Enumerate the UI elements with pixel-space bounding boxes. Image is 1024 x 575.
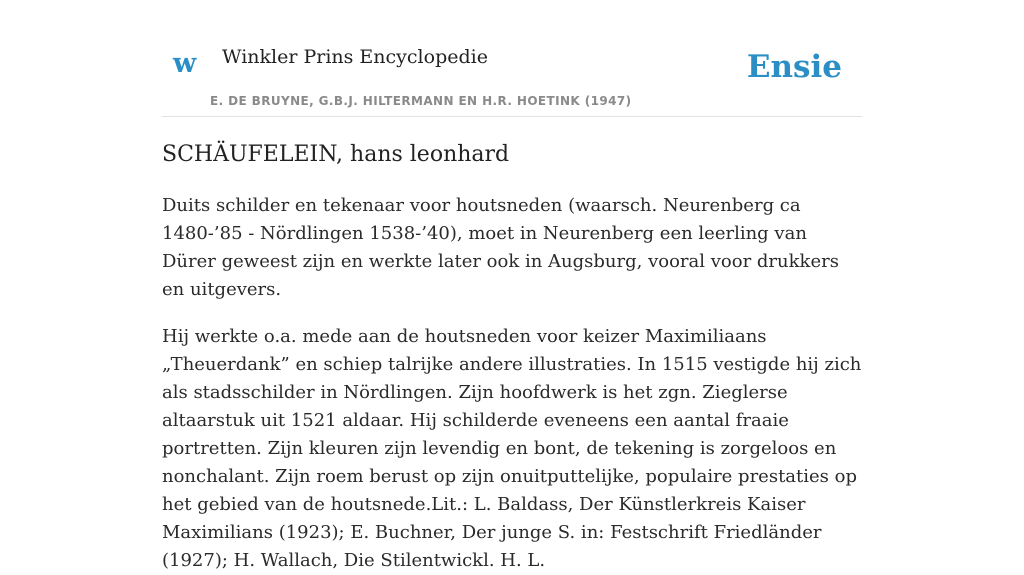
article	[162, 138, 862, 575]
encyclopedia-logo[interactable]: w	[173, 48, 197, 79]
site-header	[162, 0, 862, 117]
book-title[interactable]: Winkler Prins Encyclopedie	[222, 46, 488, 68]
article-paragraph: Duits schilder en tekenaar voor houtsneden (waarsch. Neurenberg ca 1480-’85 - Nördlingen 1538-’40), moet in Neurenberg een leerling van Dürer geweest zijn en werkte later ook in Augsburg, vooral voor drukkers en uitgevers.	[162, 195, 839, 300]
book-authors: E. DE BRUYNE, G.B.J. HILTERMANN EN H.R. HOETINK (1947)	[210, 94, 632, 108]
ensie-brand-link[interactable]: Ensie	[746, 49, 842, 85]
article-title: SCHÄUFELEIN, hans leonhard	[162, 142, 510, 167]
article-paragraph: Hij werkte o.a. mede aan de houtsneden voor keizer Maximiliaans „Theuerdank” en schiep talrijke andere illustraties. In 1515 vestigde hij zich als stadsschilder in Nördlingen. Zijn hoofdwerk is het zgn. Zieglerse altaarstuk uit 1521 aldaar. Hij schilderde eveneens een aantal fraaie portretten. Zijn kleuren zijn levendig en bont, de tekening is zorgeloos en nonchalant. Zijn roem berust op zijn onuitputtelijke, populaire prestaties op het gebied van de houtsnede.Lit.: L. Baldass, Der Künstlerkreis Kaiser Maximilians (1923); E. Buchner, Der junge S. in: Festschrift Friedländer (1927); H. Wallach, Die Stilentwickl. H. L.	[162, 326, 862, 571]
